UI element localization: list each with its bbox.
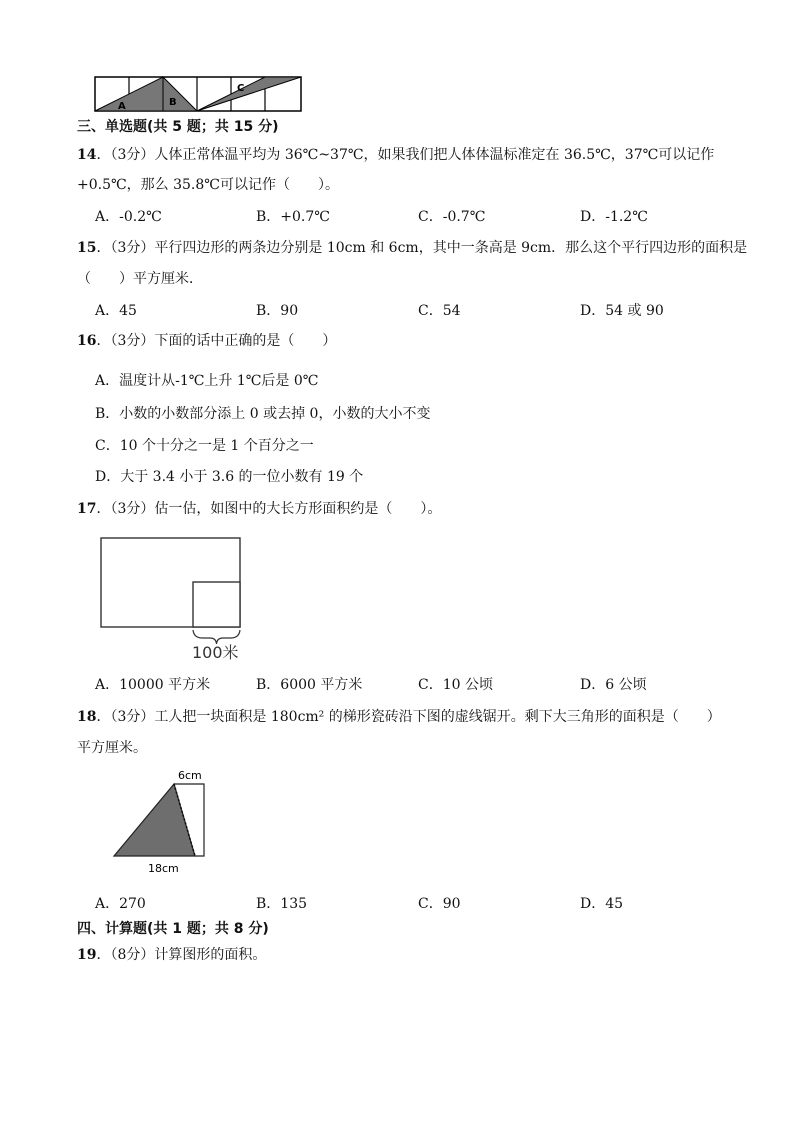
- option-b[interactable]: B．135: [256, 896, 308, 912]
- option-a[interactable]: A．-0.2℃: [95, 209, 162, 225]
- option-c[interactable]: C．10 公顷: [418, 677, 493, 693]
- label-b: B: [169, 97, 177, 108]
- rectangle-figure: [98, 534, 248, 664]
- option-d[interactable]: D．大于 3.4 小于 3.6 的一位小数有 19 个: [95, 469, 364, 485]
- option-c[interactable]: C．54: [418, 303, 461, 319]
- question-17: [77, 500, 441, 518]
- large-triangle: [114, 784, 195, 856]
- question-15: [77, 239, 747, 257]
- question-text: ．（3分）下面的话中正确的是（ ）: [96, 333, 337, 349]
- question-number: 14: [77, 147, 97, 163]
- question-18-line2: 平方厘米。: [77, 740, 147, 756]
- question-number: 17: [77, 501, 97, 517]
- label-c: C: [237, 83, 245, 94]
- option-a[interactable]: A．10000 平方米: [95, 677, 211, 693]
- question-text: ．（3分）估一估，如图中的大长方形面积约是（ ）。: [96, 501, 442, 517]
- question-text: ．（3分）人体正常体温平均为 36℃~37℃，如果我们把人体体温标准定在 36.5℃，37℃可以记作: [96, 147, 715, 163]
- question-16: [77, 332, 336, 350]
- option-a[interactable]: A．45: [95, 303, 137, 319]
- option-c[interactable]: C．10 个十分之一是 1 个百分之一: [95, 438, 314, 454]
- option-d[interactable]: D．54 或 90: [580, 303, 664, 319]
- question-number: 18: [77, 709, 97, 725]
- question-19: [77, 946, 266, 964]
- label-a: A: [118, 101, 126, 112]
- question-text: ．（3分）工人把一块面积是 180cm² 的梯形瓷砖沿下图的虚线锯开。剩下大三角形的面积是（ ）: [96, 709, 721, 725]
- section-title-calculation: 四、计算题(共 1 题；共 8 分): [77, 921, 269, 937]
- option-b[interactable]: B．90: [256, 303, 299, 319]
- shaded-squares-figure: [94, 76, 304, 114]
- figure-label-100m: 100米: [192, 643, 239, 662]
- question-number: 19: [77, 947, 97, 963]
- question-number: 16: [77, 333, 97, 349]
- question-text: ．（8分）计算图形的面积。: [96, 947, 267, 963]
- section-title-single-choice: 三、单选题(共 5 题；共 15 分): [77, 119, 279, 135]
- question-14-line2: +0.5℃，那么 35.8℃可以记作（ ）。: [77, 177, 339, 193]
- option-a[interactable]: A．270: [95, 896, 146, 912]
- label-6cm: 6cm: [178, 769, 202, 782]
- question-18: [77, 708, 721, 726]
- question-14: [77, 146, 714, 164]
- question-number: 15: [77, 240, 97, 256]
- question-text: ．（3分）平行四边形的两条边分别是 10cm 和 6cm，其中一条高是 9cm．那么这个平行四边形的面积是: [96, 240, 748, 256]
- trapezoid-figure: [108, 766, 218, 878]
- option-d[interactable]: D．-1.2℃: [580, 209, 648, 225]
- option-b[interactable]: B．6000 平方米: [256, 677, 363, 693]
- option-b[interactable]: B．+0.7℃: [256, 209, 330, 225]
- option-d[interactable]: D．6 公顷: [580, 677, 647, 693]
- option-c[interactable]: C．-0.7℃: [418, 209, 486, 225]
- option-d[interactable]: D．45: [580, 896, 624, 912]
- question-15-line2: （ ）平方厘米．: [77, 271, 203, 287]
- option-c[interactable]: C．90: [418, 896, 461, 912]
- label-18cm: 18cm: [148, 862, 179, 875]
- option-b[interactable]: B．小数的小数部分添上 0 或去掉 0，小数的大小不变: [95, 406, 431, 422]
- option-a[interactable]: A．温度计从-1℃上升 1℃后是 0℃: [95, 373, 319, 389]
